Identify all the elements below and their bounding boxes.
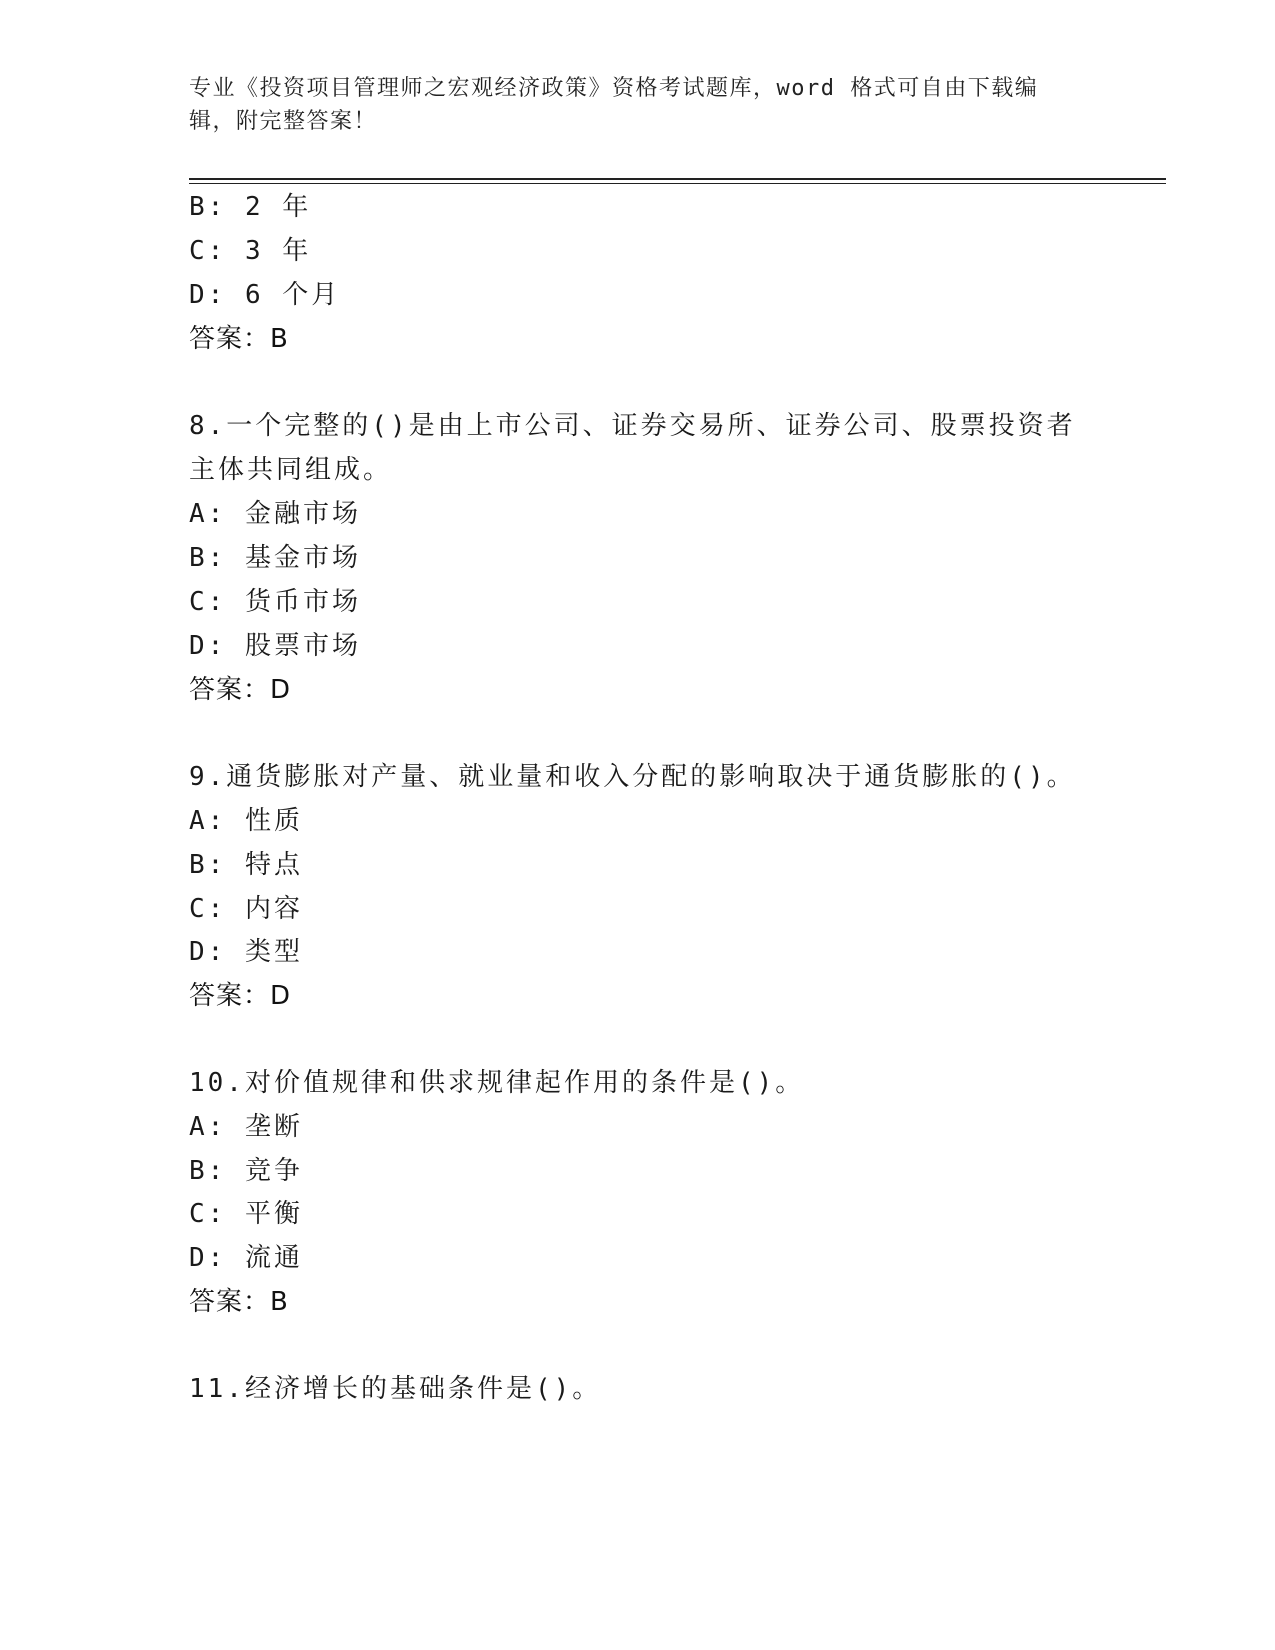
option-b: B: 基金市场 bbox=[189, 543, 361, 573]
option-b: B: 特点 bbox=[189, 850, 303, 880]
option-b: B: 2 年 bbox=[189, 192, 312, 222]
question-10-text: 10.对价值规律和供求规律起作用的条件是()。 bbox=[189, 1068, 805, 1098]
question-11-text: 11.经济增长的基础条件是()。 bbox=[189, 1374, 602, 1404]
option-a: A: 垄断 bbox=[189, 1112, 303, 1142]
header-divider-thick bbox=[189, 178, 1166, 180]
option-d: D: 流通 bbox=[189, 1243, 303, 1273]
answer: 答案：B bbox=[189, 324, 289, 354]
option-c: C: 平衡 bbox=[189, 1199, 303, 1229]
option-c: C: 3 年 bbox=[189, 236, 312, 266]
document-header bbox=[189, 72, 1089, 138]
option-a: A: 金融市场 bbox=[189, 499, 361, 529]
option-c: C: 内容 bbox=[189, 894, 303, 924]
option-a: A: 性质 bbox=[189, 806, 303, 836]
answer: 答案：D bbox=[189, 675, 292, 705]
option-d: D: 6 个月 bbox=[189, 280, 341, 310]
option-b: B: 竞争 bbox=[189, 1156, 303, 1186]
question-9-text: 9.通货膨胀对产量、就业量和收入分配的影响取决于通货膨胀的()。 bbox=[189, 762, 1076, 792]
option-d: D: 股票市场 bbox=[189, 631, 361, 661]
answer: 答案：B bbox=[189, 1287, 289, 1317]
option-c: C: 货币市场 bbox=[189, 587, 361, 617]
header-line-2: 辑，附完整答案！ bbox=[189, 109, 378, 134]
header-line-1: 专业《投资项目管理师之宏观经济政策》资格考试题库，word 格式可自由下载编 bbox=[189, 76, 1039, 101]
answer: 答案：D bbox=[189, 981, 292, 1011]
option-d: D: 类型 bbox=[189, 937, 303, 967]
question-8-text-cont: 主体共同组成。 bbox=[189, 455, 393, 485]
header-divider-thin bbox=[189, 183, 1166, 184]
question-8-text: 8.一个完整的()是由上市公司、证券交易所、证券公司、股票投资者 bbox=[189, 411, 1076, 441]
